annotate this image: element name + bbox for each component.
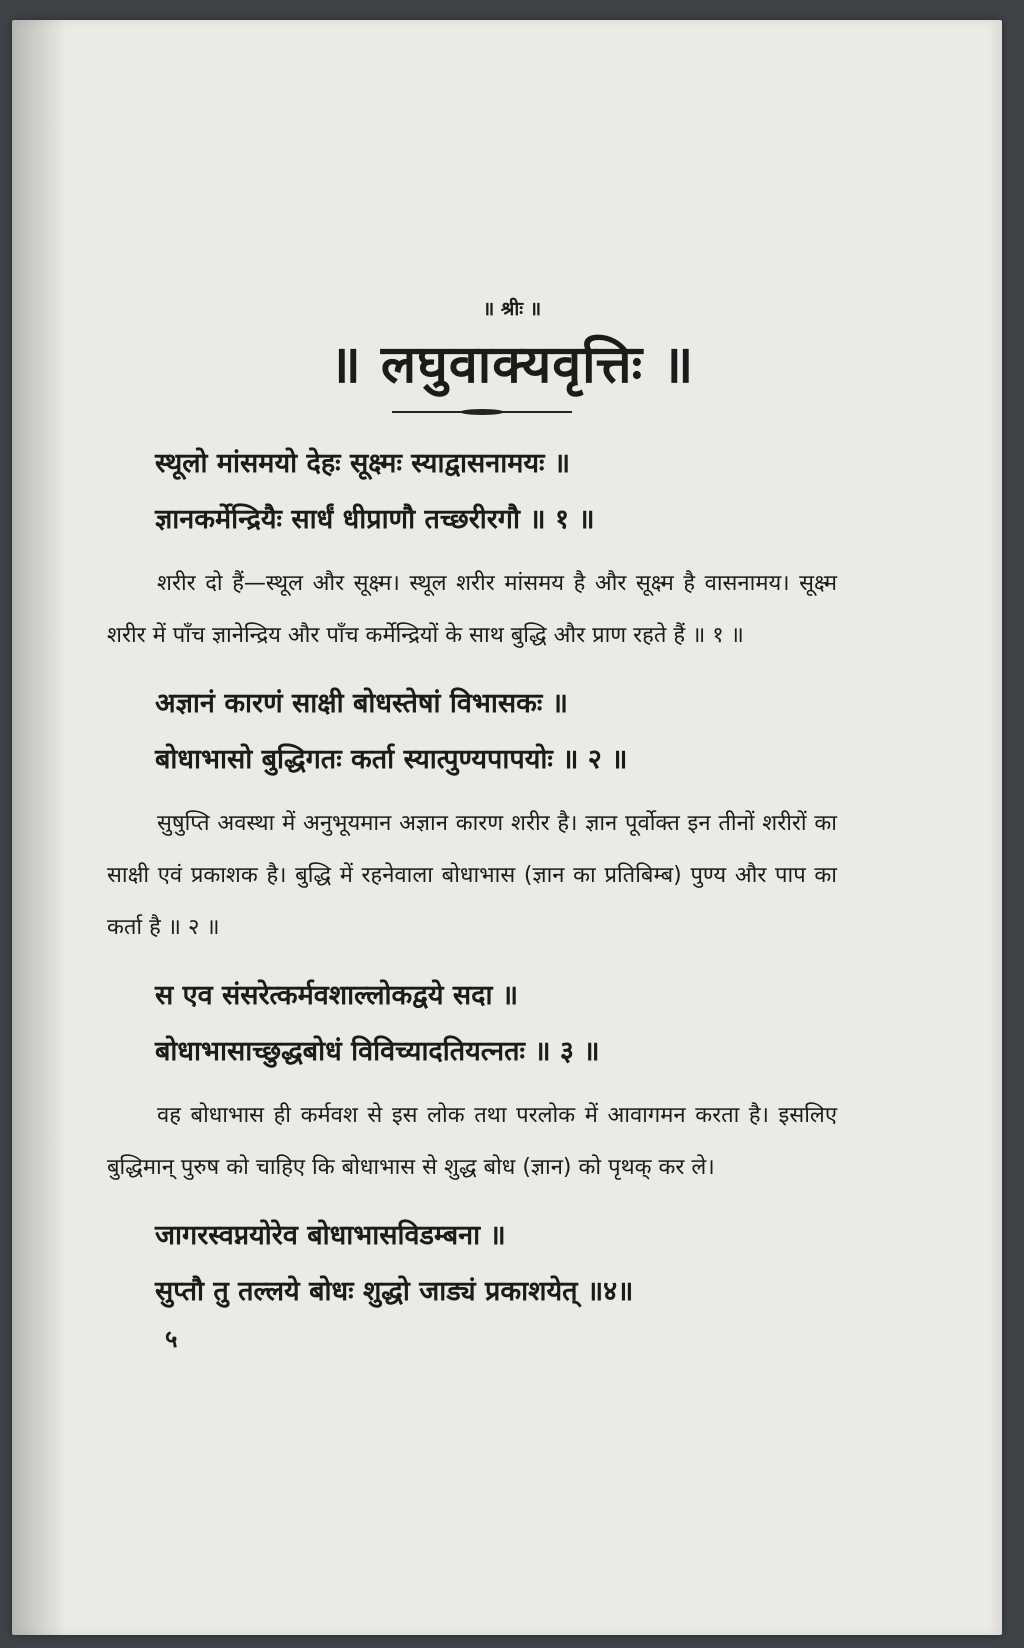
commentary-1: शरीर दो हैं—स्थूल और सूक्ष्म। स्थूल शरीर मांसमय है और सूक्ष्म है वासनामय। सूक्ष्म शरीर में पाँच ज्ञानेन्द्रिय और पाँच कर्मेन्द्रियों के साथ बुद्धि और प्राण रहते हैं ॥ १ ॥ xyxy=(107,571,837,648)
verse-line: स्थूलो मांसमयो देहः सूक्ष्मः स्याद्वासनामयः ॥ xyxy=(155,448,571,479)
verse-line: ज्ञानकर्मेन्द्रियैः सार्धं धीप्राणौ तच्छरीरगौ ॥ १ ॥ xyxy=(155,504,595,535)
verse-4 xyxy=(155,1208,837,1320)
verse-line: बोधाभासाच्छुद्धबोधं विविच्यादतियत्नतः ॥ ३ ॥ xyxy=(155,1036,600,1067)
book-page xyxy=(12,20,1002,1635)
verse-line: बोधाभासो बुद्धिगतः कर्ता स्यात्पुण्यपापयोः ॥ २ ॥ xyxy=(155,744,628,775)
page-content xyxy=(107,295,837,1355)
verse-line: सुप्तौ तु तल्लये बोधः शुद्धो जाड्यं प्रकाशयेत् ॥४॥ xyxy=(155,1276,634,1307)
verse-1 xyxy=(155,436,837,548)
verse-line: स एव संसरेत्कर्मवशाल्लोकद्वये सदा ॥ xyxy=(155,980,519,1011)
verse-2 xyxy=(155,676,837,788)
invocation: ॥ श्रीः ॥ xyxy=(482,298,542,320)
commentary-3: वह बोधाभास ही कर्मवश से इस लोक तथा परलोक में आवागमन करता है। इसलिए बुद्धिमान् पुरुष को चाहिए कि बोधाभास से शुद्ध बोध (ज्ञान) को पृथक् कर ले। xyxy=(107,1103,837,1180)
spine-shadow xyxy=(12,20,67,1635)
verse-3 xyxy=(155,968,837,1080)
page-title: ॥ लघुवाक्यवृत्तिः ॥ xyxy=(329,334,695,395)
title-ornament xyxy=(392,406,572,418)
page-number: ५ xyxy=(165,1325,178,1353)
verse-line: अज्ञानं कारणं साक्षी बोधस्तेषां विभासकः ॥ xyxy=(155,688,568,719)
commentary-2: सुषुप्ति अवस्था में अनुभूयमान अज्ञान कारण शरीर है। ज्ञान पूर्वोक्त इन तीनों शरीरों का साक्षी एवं प्रकाशक है। बुद्धि में रहनेवाला बोधाभास (ज्ञान का प्रतिबिम्ब) पुण्य और पाप का कर्ता है ॥ २ ॥ xyxy=(107,811,837,940)
verse-line: जागरस्वप्नयोरेव बोधाभासविडम्बना ॥ xyxy=(155,1220,506,1251)
